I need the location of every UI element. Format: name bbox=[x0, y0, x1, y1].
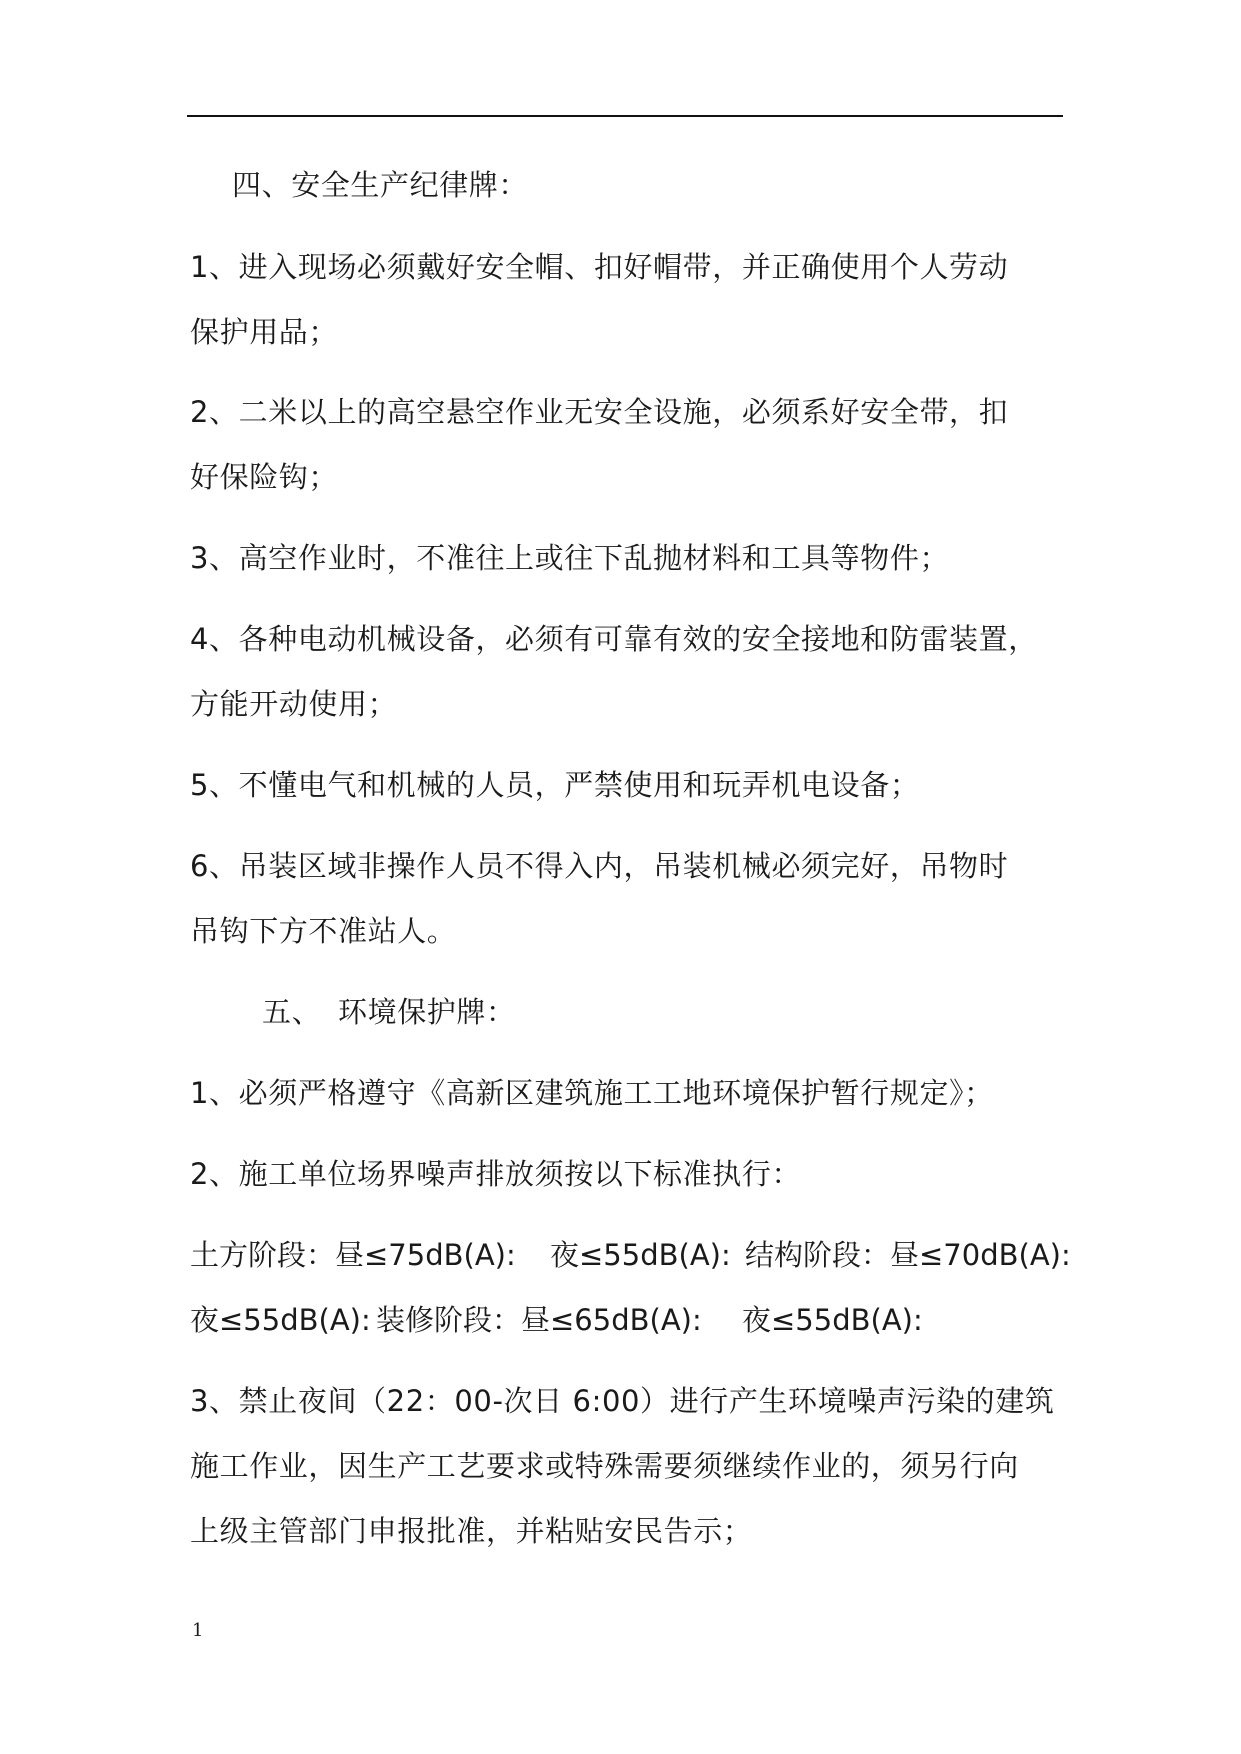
section-5-heading-text: 环境保护牌： bbox=[338, 995, 516, 1029]
s4-item-4-line-1: 4、各种电动机械设备，必须有可靠有效的安全接地和防雷装置， bbox=[190, 622, 1038, 656]
header-rule bbox=[187, 115, 1063, 117]
section-5-heading-number: 五、 bbox=[262, 995, 322, 1029]
s5-item-3-line-2: 施工作业，因生产工艺要求或特殊需要须继续作业的，须另行向 bbox=[190, 1449, 1019, 1483]
s4-item-6-line-2: 吊钩下方不准站人。 bbox=[190, 914, 457, 948]
s4-item-6-line-1: 6、吊装区域非操作人员不得入内，吊装机械必须完好，吊物时 bbox=[190, 849, 1009, 883]
s4-item-2-line-2: 好保险钩； bbox=[190, 460, 339, 494]
noise-decoration-day: 装修阶段：昼≤65dB(A): bbox=[376, 1303, 702, 1337]
s4-item-1-line-2: 保护用品； bbox=[190, 315, 339, 349]
noise-structure-night: 夜≤55dB(A): bbox=[190, 1303, 371, 1337]
s5-item-1-line-1: 1、必须严格遵守《高新区建筑施工工地环境保护暂行规定》； bbox=[190, 1076, 994, 1110]
s4-item-2-line-1: 2、二米以上的高空悬空作业无安全设施，必须系好安全带，扣 bbox=[190, 395, 1009, 429]
s4-item-1-line-1: 1、进入现场必须戴好安全帽、扣好帽带，并正确使用个人劳动 bbox=[190, 250, 1009, 284]
noise-decoration-night: 夜≤55dB(A): bbox=[742, 1303, 923, 1337]
s5-item-2-line-1: 2、施工单位场界噪声排放须按以下标准执行： bbox=[190, 1157, 802, 1191]
noise-earthwork-night: 夜≤55dB(A): bbox=[550, 1238, 731, 1272]
s4-item-3-line-1: 3、高空作业时，不准往上或往下乱抛材料和工具等物件； bbox=[190, 541, 950, 575]
s4-item-4-line-2: 方能开动使用； bbox=[190, 687, 398, 721]
noise-structure-day: 结构阶段：昼≤70dB(A): bbox=[745, 1238, 1071, 1272]
s5-item-3-line-3: 上级主管部门申报批准，并粘贴安民告示； bbox=[190, 1514, 753, 1548]
s5-item-3-line-1: 3、禁止夜间（22：00-次日 6:00）进行产生环境噪声污染的建筑 bbox=[190, 1384, 1055, 1418]
noise-earthwork-day: 土方阶段：昼≤75dB(A): bbox=[190, 1238, 516, 1272]
page-number: 1 bbox=[192, 1620, 204, 1641]
s4-item-5-line-1: 5、不懂电气和机械的人员，严禁使用和玩弄机电设备； bbox=[190, 768, 920, 802]
section-4-heading: 四、安全生产纪律牌： bbox=[232, 168, 529, 202]
